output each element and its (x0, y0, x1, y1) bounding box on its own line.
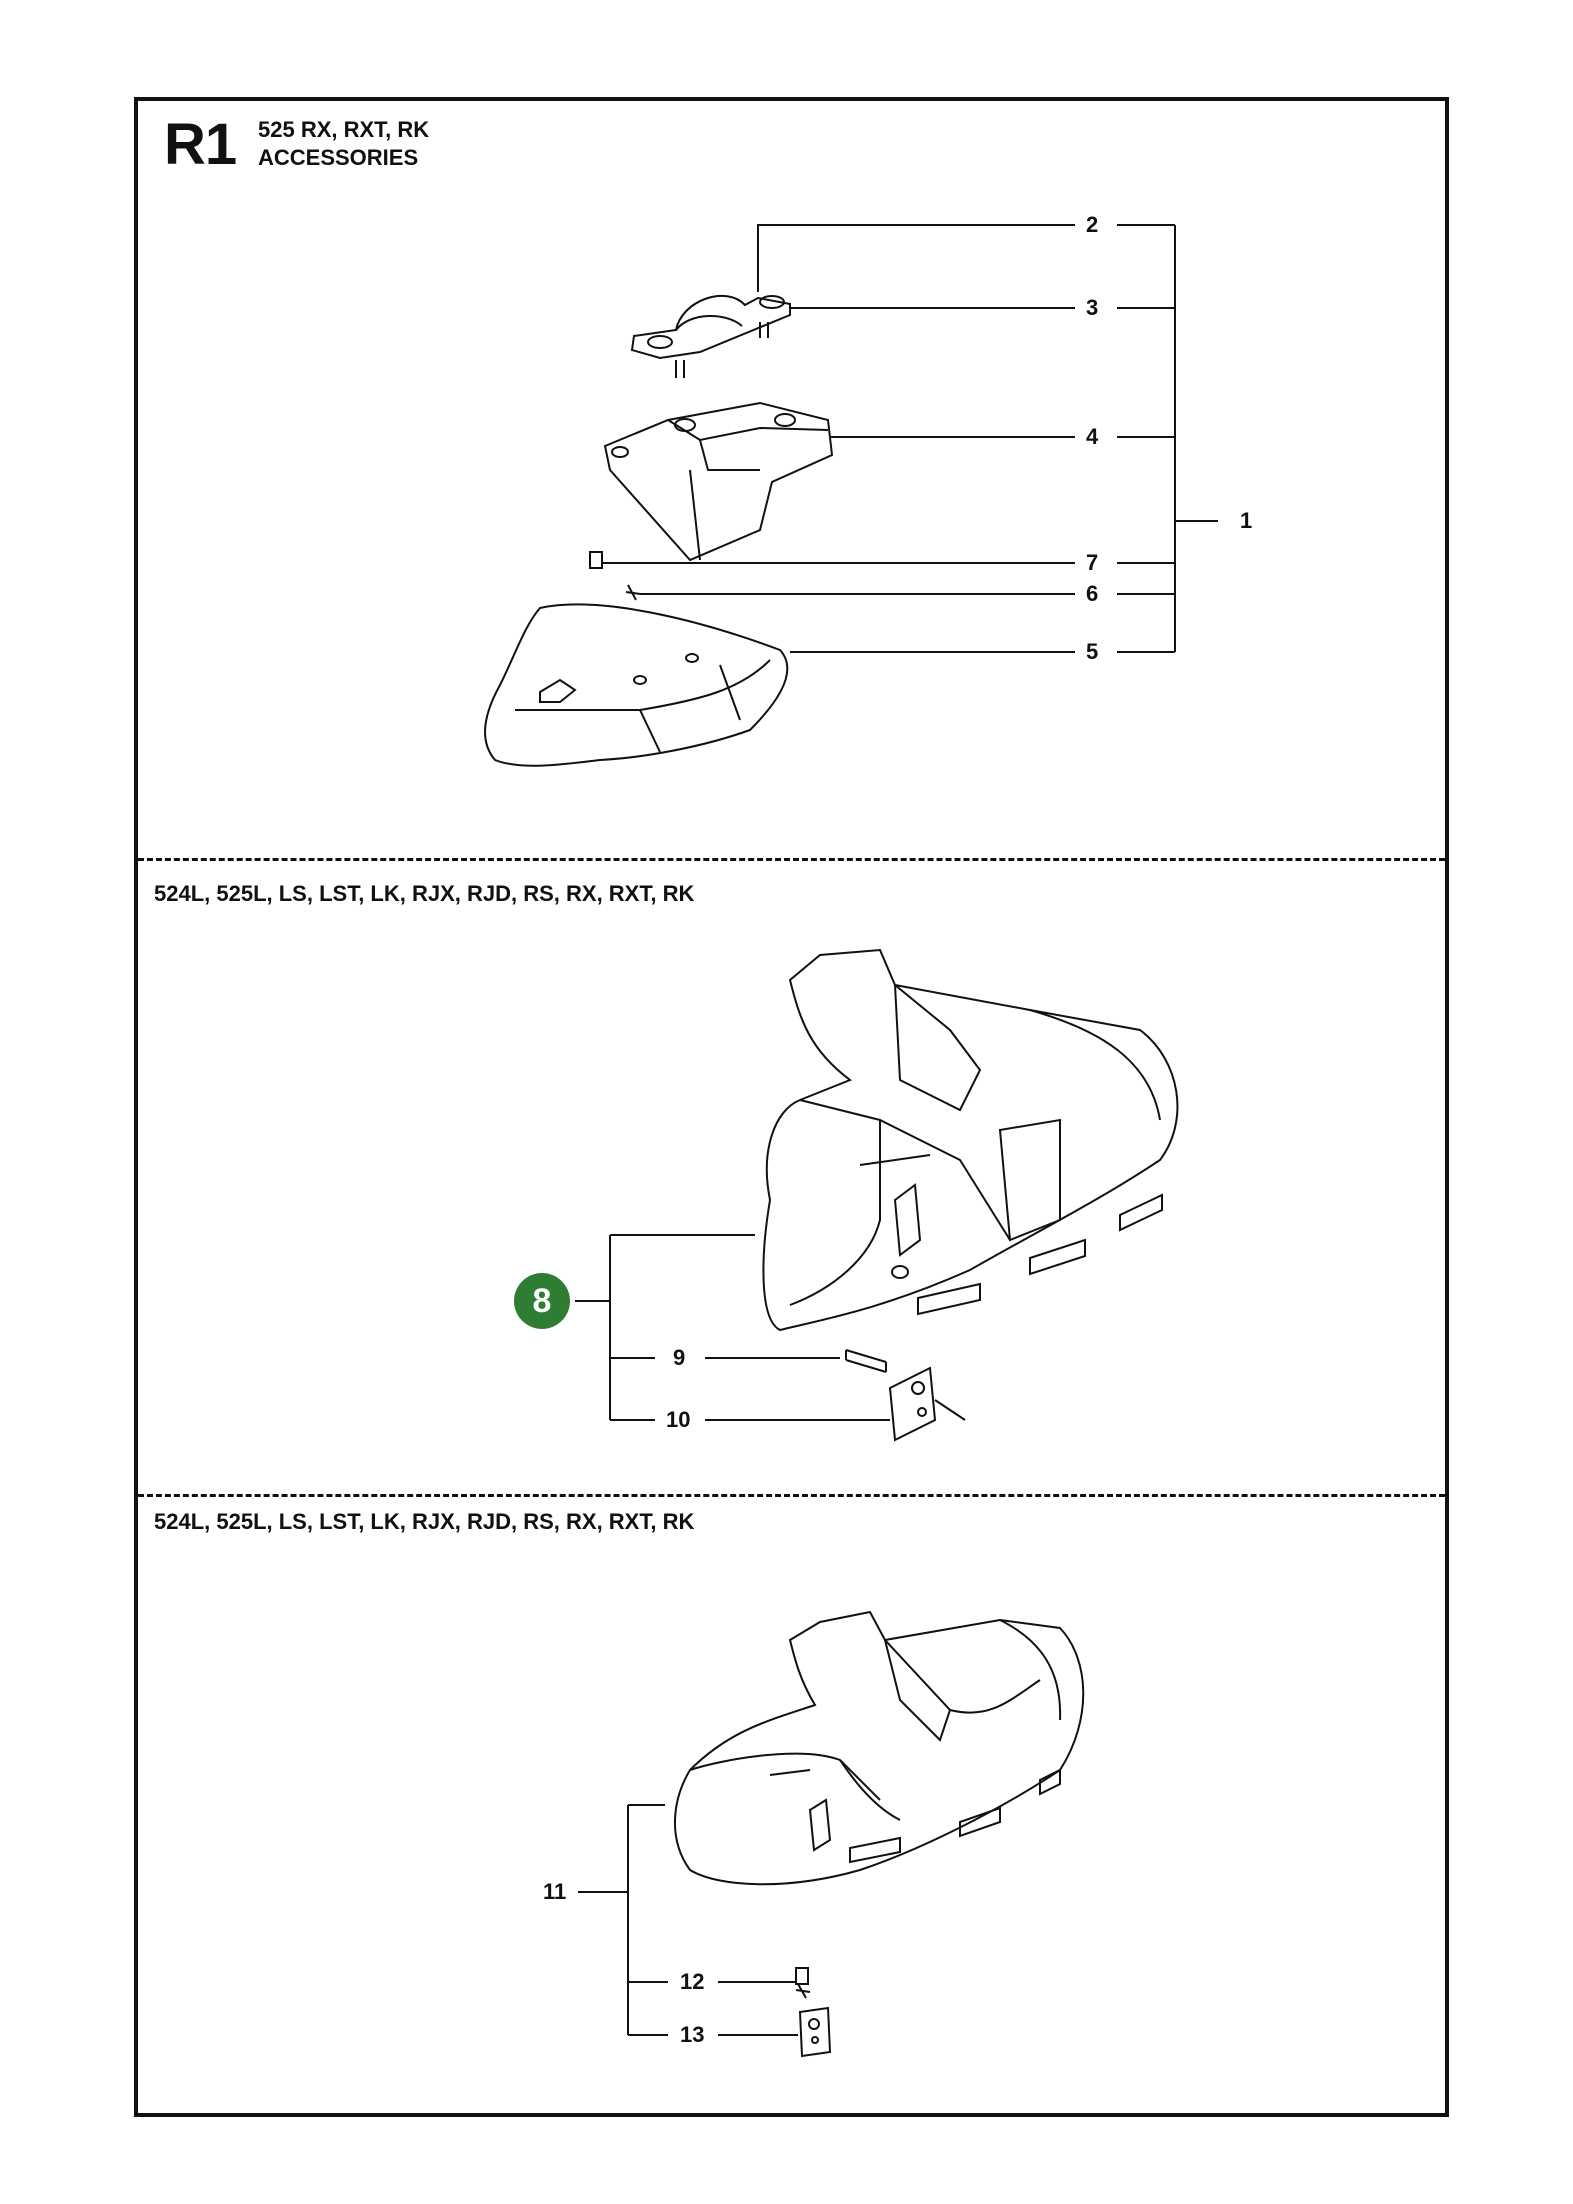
section-3-heading: 524L, 525L, LS, LST, LK, RJX, RJD, RS, RX, RXT, RK (154, 1509, 695, 1534)
section-2-heading: 524L, 525L, LS, LST, LK, RJX, RJD, RS, RX, RXT, RK (154, 881, 695, 906)
title-models: 525 RX, RXT, RK (258, 117, 430, 142)
callout-6: 6 (1086, 581, 1099, 606)
callout-11: 11 (543, 1879, 567, 1904)
blade-guard-small (485, 604, 787, 765)
blade-guard-section-3 (675, 1612, 1083, 1884)
shield-mount (605, 403, 832, 560)
callout-12: 12 (680, 1969, 705, 1994)
clamp-bracket (632, 296, 790, 378)
callout-4: 4 (1086, 424, 1099, 449)
blade-guard-large (763, 950, 1177, 1330)
screw-and-plate-2 (796, 1968, 830, 2056)
callout-5: 5 (1086, 639, 1099, 664)
callout-3: 3 (1086, 295, 1099, 320)
highlight-badge-label: 8 (532, 1281, 552, 1320)
callout-10: 10 (666, 1407, 691, 1432)
callout-13: 13 (680, 2022, 705, 2047)
callout-2: 2 (1086, 212, 1099, 237)
callout-9: 9 (673, 1345, 686, 1370)
callout-1: 1 (1240, 508, 1253, 533)
title-group: ACCESSORIES (258, 145, 419, 170)
screw-and-plate-1 (846, 1350, 965, 1440)
page-code: R1 (164, 112, 237, 177)
callout-7: 7 (1086, 550, 1099, 575)
